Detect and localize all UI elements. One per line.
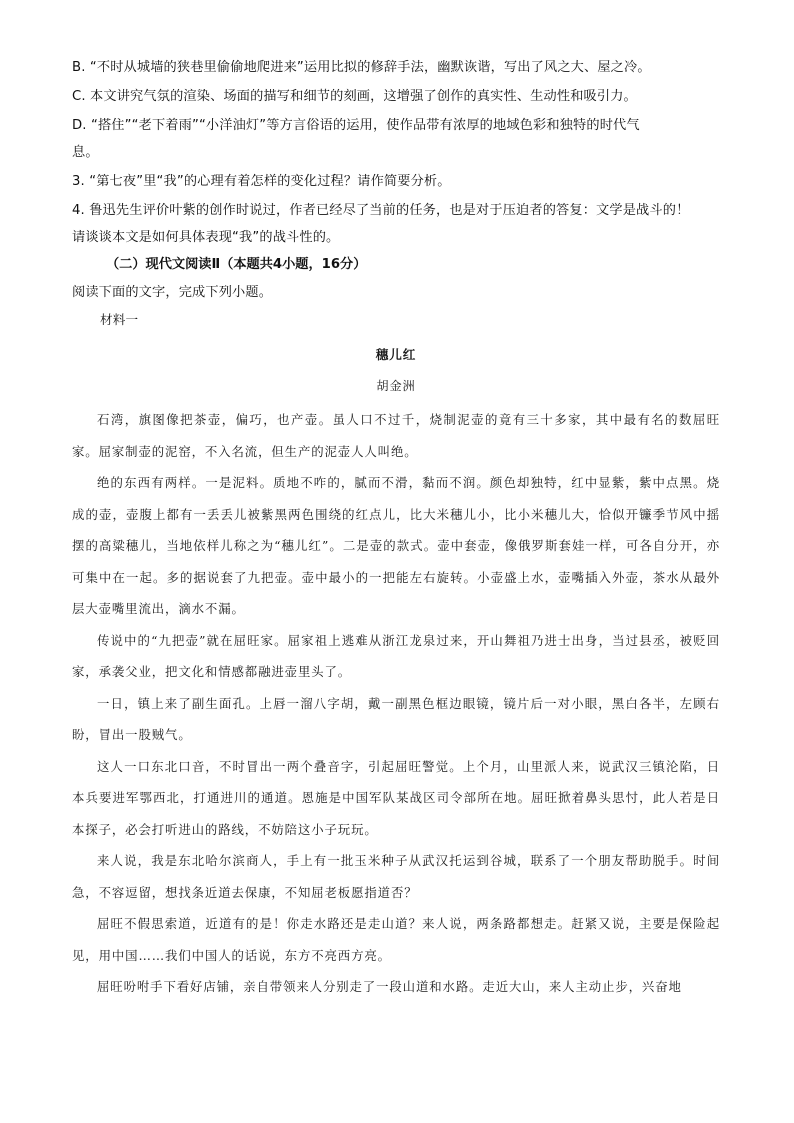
document-page: [72, 58, 720, 1003]
story-paragraph: 一日，镇上来了副生面孔。上唇一溜八字胡，戴一副黑色框边眼镜，镜片后一对小眼，黑白各半，左顾右盼，冒出一股贼气。: [72, 695, 720, 742]
story-body: [72, 339, 720, 1003]
story-title: 穗儿红: [375, 347, 417, 362]
story-paragraph: 绝的东西有两样。一是泥料。质地不咋的，腻而不滑，黏而不润。颜色却独特，红中显紫，紫中点黑。烧成的壶，壶腹上都有一丢丢儿被紫黑两色围绕的红点儿，比大米穗儿小，比小米穗儿大，恰似开镰季节风中摇摆的高粱穗儿，当地依样儿称之为“穗儿红”。二是壶的款式。壶中套壶，像俄罗斯套娃一样，可各自分开，亦可集中在一起。多的据说套了九把壶。壶中最小的一把能左右旋转。小壶盛上水，壶嘴插入外壶，茶水从最外层大壶嘴里流出，滴水不漏。: [72, 475, 720, 616]
story-paragraph: 屈旺吩咐手下看好店铺，亲自带领来人分别走了一段山道和水路。走近大山，来人主动止步，兴奋地: [97, 979, 682, 994]
question-4-line-2: 请谈谈本文是如何具体表现“我”的战斗性的。: [72, 230, 340, 245]
material-label: 材料一: [100, 312, 139, 327]
question-2-option-d-line-1: D. “搭住”“老下着雨”“小洋油灯”等方言俗语的运用，使作品带有浓厚的地域色彩和独特的时代气: [72, 118, 640, 133]
reading-instruction: 阅读下面的文字，完成下列小题。: [72, 285, 273, 300]
story-author: 胡金洲: [376, 378, 416, 393]
story-paragraph: 屈旺不假思索道，近道有的是！你走水路还是走山道？来人说，两条路都想走。赶紧又说，主要是保险起见，用中国……我们中国人的话说，东方不亮西方亮。: [72, 916, 720, 963]
question-2-option-d-line-2: 息。: [72, 145, 99, 160]
question-4-line-1: 4. 鲁迅先生评价叶紫的创作时说过，作者已经尽了当前的任务，也是对于压迫者的答复：文学是战斗的！: [72, 203, 690, 218]
question-2-option-c: C. 本文讲究气氛的渲染、场面的描写和细节的刻画，这增强了创作的真实性、生动性和吸引力。: [72, 89, 637, 104]
story-paragraph: 石湾，旗图像把茶壶，偏巧，也产壶。虽人口不过千，烧制泥壶的竟有三十多家，其中最有名的数屈旺家。屈家制壶的泥窑，不入名流，但生产的泥壶人人叫绝。: [72, 412, 720, 459]
section-title: （二）现代文阅读Ⅱ（本题共4小题，16分）: [106, 257, 367, 272]
question-3: 3. “第七夜”里“我”的心理有着怎样的变化过程？请作简要分析。: [72, 174, 451, 189]
story-paragraph: 这人一口东北口音，不时冒出一两个叠音字，引起屈旺警觉。上个月，山里派人来，说武汉三镇沦陷，日本兵要进军鄂西北，打通进川的通道。恩施是中国军队某战区司令部所在地。屈旺掀着鼻头思忖，此人若是日本探子，必会打听进山的路线，不妨陪这小子玩玩。: [72, 758, 720, 837]
question-2-option-b: B. “不时从城墙的狭巷里偷偷地爬进来”运用比拟的修辞手法，幽默诙谐，写出了风之大、屋之冷。: [72, 60, 651, 75]
story-paragraph: 来人说，我是东北哈尔滨商人，手上有一批玉米种子从武汉托运到谷城，联系了一个朋友帮助脱手。时间急，不容逗留，想找条近道去保康，不知屈老板愿指道否？: [72, 853, 720, 900]
story-paragraph: 传说中的“九把壶”就在屈旺家。屈家祖上逃难从浙江龙泉过来，开山舞祖乃进士出身，当过县丞，被贬回家，承袭父业，把文化和情感都融进壶里头了。: [72, 632, 720, 679]
